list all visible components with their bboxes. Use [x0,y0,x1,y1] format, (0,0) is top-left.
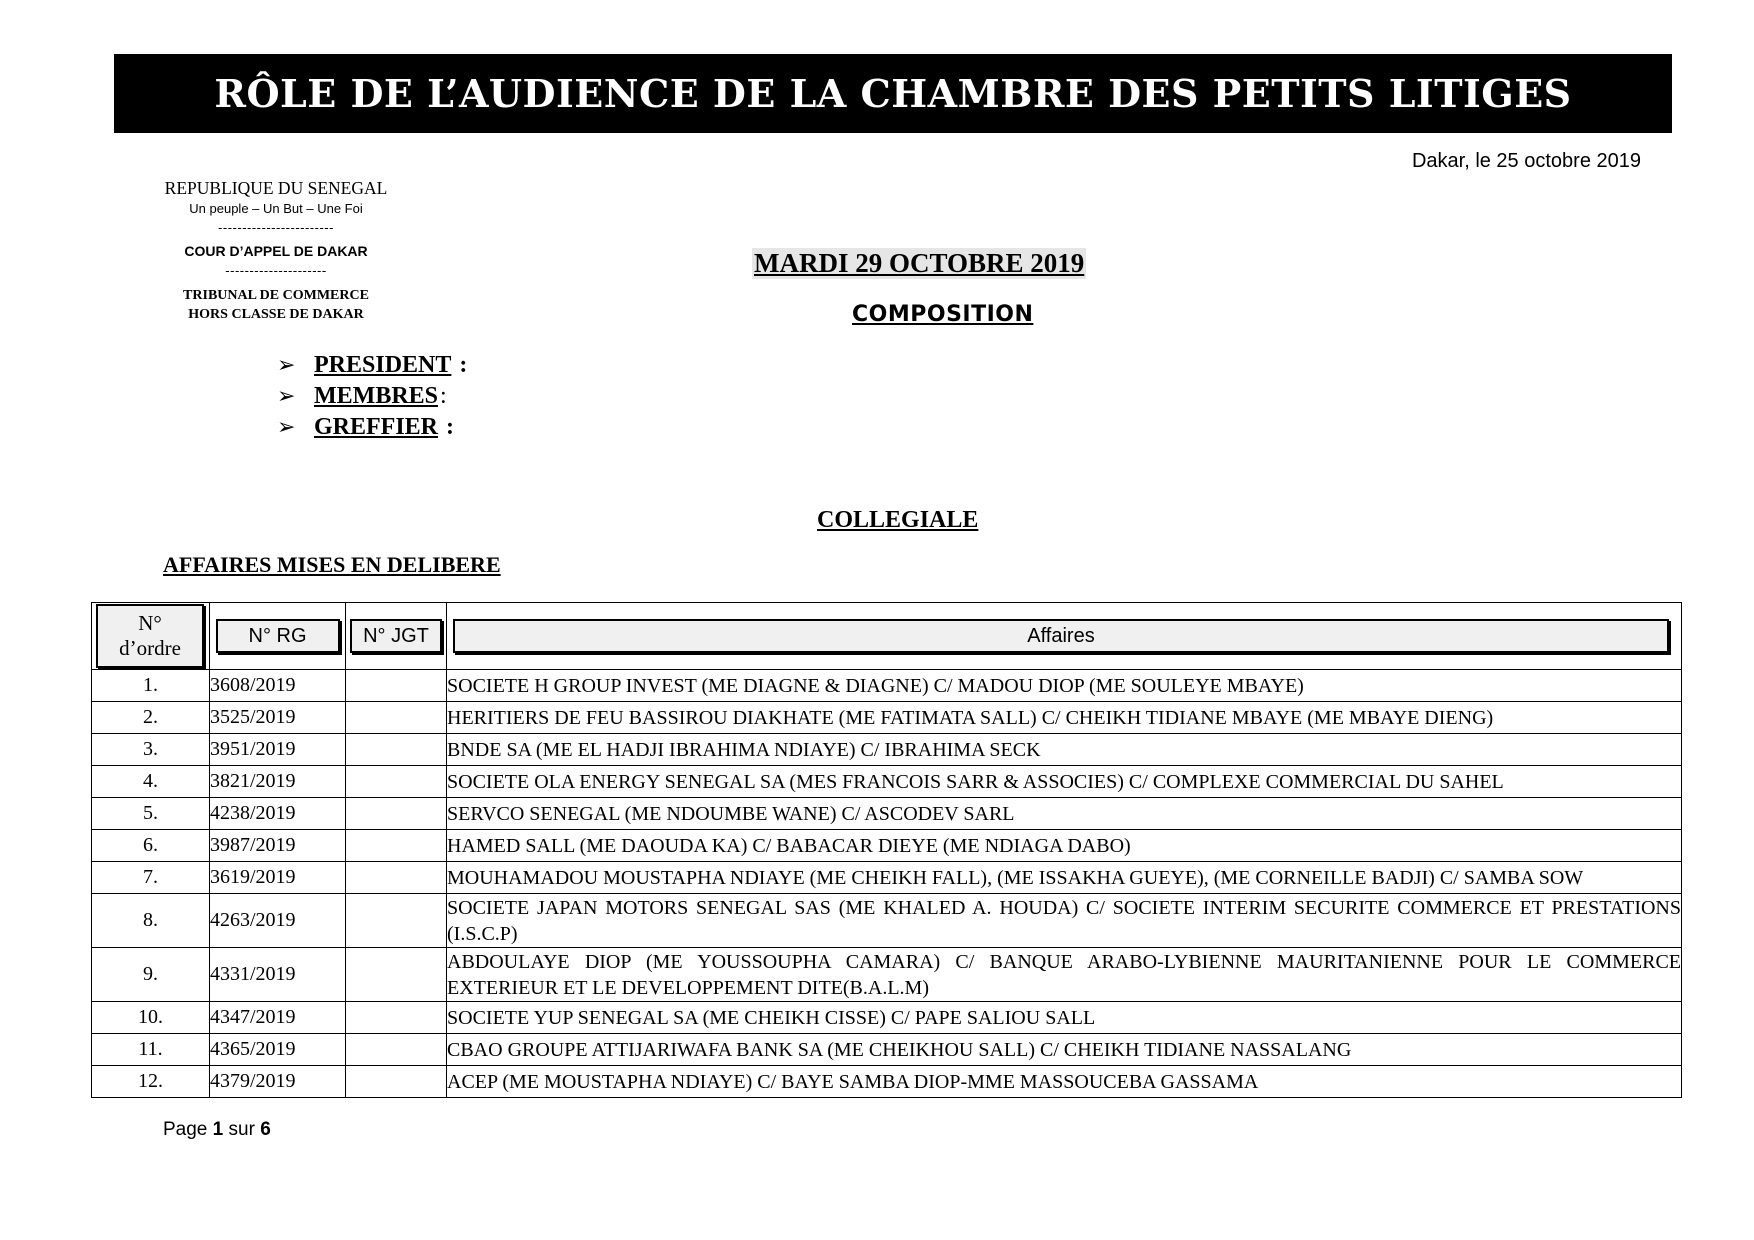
role-label: GREFFIER [314,414,439,440]
cell-jgt [346,734,447,766]
header-ordre-line2: d’ordre [119,636,181,660]
table-row [92,798,1682,830]
tribunal-line: HORS CLASSE DE DAKAR [188,307,364,322]
table-row [92,670,1682,702]
cell-rg: 4347/2019 [210,1002,346,1034]
arrow-bullet-icon: ➢ [277,384,296,409]
page-middle: sur [223,1119,261,1140]
subsection-heading: AFFAIRES MISES EN DELIBERE [163,552,501,577]
cell-jgt [346,948,447,1002]
role-greffier [277,414,467,445]
cell-num: 10. [92,1002,210,1034]
table-row [92,948,1682,1002]
header-jgt: N° JGT [346,603,447,670]
separator-line: ------------------------ [218,220,334,235]
cell-num: 8. [92,894,210,948]
table-row [92,1002,1682,1034]
cell-jgt [346,830,447,862]
role-president [277,352,467,383]
cell-rg: 3821/2019 [210,766,346,798]
republic-name: REPUBLIQUE DU SENEGAL [164,178,388,198]
national-motto: Un peuple – Un But – Une Foi [189,201,363,216]
tribunal-name [146,286,406,324]
cell-rg: 3525/2019 [210,702,346,734]
cell-jgt [346,1002,447,1034]
cell-num: 4. [92,766,210,798]
role-colon: : [459,352,468,378]
table-row [92,1034,1682,1066]
header-ordre [92,603,210,670]
cell-num: 3. [92,734,210,766]
institution-header [146,178,406,324]
hearing-date: MARDI 29 OCTOBRE 2019 [754,248,1085,278]
cell-rg: 4238/2019 [210,798,346,830]
cell-jgt [346,1034,447,1066]
place-date: Dakar, le 25 octobre 2019 [1411,150,1641,172]
cell-rg: 3951/2019 [210,734,346,766]
cell-rg: 4263/2019 [210,894,346,948]
page-prefix: Page [163,1119,213,1140]
cell-rg: 3608/2019 [210,670,346,702]
table-row [92,862,1682,894]
page-footer [163,1119,271,1141]
table-row [92,734,1682,766]
cell-jgt [346,702,447,734]
page-current: 1 [212,1119,224,1140]
role-colon: : [440,383,447,409]
cell-num: 12. [92,1066,210,1098]
cases-table [91,602,1682,1098]
cell-rg: 4365/2019 [210,1034,346,1066]
cell-jgt [346,798,447,830]
cell-num: 2. [92,702,210,734]
header-ordre-line1: N° [138,611,162,635]
table-row [92,894,1682,948]
cell-jgt [346,670,447,702]
header-rg: N° RG [210,603,346,670]
separator-line: --------------------- [225,263,327,278]
cell-jgt [346,766,447,798]
cell-num: 7. [92,862,210,894]
cell-affaire: ACEP (ME MOUSTAPHA NDIAYE) C/ BAYE SAMBA DIOP-MME MASSOUCEBA GASSAMA [447,1066,1682,1098]
cell-num: 5. [92,798,210,830]
cell-affaire: BNDE SA (ME EL HADJI IBRAHIMA NDIAYE) C/ IBRAHIMA SECK [447,734,1682,766]
table-row [92,766,1682,798]
cell-affaire: SOCIETE YUP SENEGAL SA (ME CHEIKH CISSE) C/ PAPE SALIOU SALL [447,1002,1682,1034]
title-banner [114,54,1672,133]
cell-affaire: CBAO GROUPE ATTIJARIWAFA BANK SA (ME CHEIKHOU SALL) C/ CHEIKH TIDIANE NASSALANG [447,1034,1682,1066]
tribunal-line: TRIBUNAL DE COMMERCE [183,288,369,303]
table-row [92,702,1682,734]
cell-affaire: SOCIETE H GROUP INVEST (ME DIAGNE & DIAGNE) C/ MADOU DIOP (ME SOULEYE MBAYE) [447,670,1682,702]
cell-rg: 4379/2019 [210,1066,346,1098]
table-row [92,1066,1682,1098]
role-label: PRESIDENT [314,352,452,378]
composition-roles [277,352,467,445]
document-title: RÔLE DE L’AUDIENCE DE LA CHAMBRE DES PETITS LITIGES [214,71,1572,116]
cell-jgt [346,862,447,894]
page-total: 6 [260,1119,271,1140]
cell-num: 9. [92,948,210,1002]
cell-jgt [346,894,447,948]
table-header-row [92,603,1682,670]
section-heading: COLLEGIALE [817,507,979,533]
cell-affaire: SERVCO SENEGAL (ME NDOUMBE WANE) C/ ASCODEV SARL [447,798,1682,830]
cell-jgt [346,1066,447,1098]
cell-num: 6. [92,830,210,862]
cell-num: 1. [92,670,210,702]
cell-affaire: HAMED SALL (ME DAOUDA KA) C/ BABACAR DIEYE (ME NDIAGA DABO) [447,830,1682,862]
cell-num: 11. [92,1034,210,1066]
role-colon: : [446,414,455,440]
header-affaires: Affaires [447,603,1682,670]
cell-affaire: HERITIERS DE FEU BASSIROU DIAKHATE (ME FATIMATA SALL) C/ CHEIKH TIDIANE MBAYE (ME MBAYE DIENG) [447,702,1682,734]
cell-affaire: MOUHAMADOU MOUSTAPHA NDIAYE (ME CHEIKH FALL), (ME ISSAKHA GUEYE), (ME CORNEILLE BADJI) C/ SAMBA SOW [447,862,1682,894]
role-label: MEMBRES [314,383,439,409]
cell-rg: 4331/2019 [210,948,346,1002]
role-membres [277,383,467,414]
court-name: COUR D’APPEL DE DAKAR [184,243,368,259]
cell-affaire: SOCIETE JAPAN MOTORS SENEGAL SAS (ME KHALED A. HOUDA) C/ SOCIETE INTERIM SECURITE COMMERCE ET PRESTATIONS (I.S.C.P) [447,894,1682,948]
arrow-bullet-icon: ➢ [277,353,296,378]
cell-affaire: SOCIETE OLA ENERGY SENEGAL SA (MES FRANCOIS SARR & ASSOCIES) C/ COMPLEXE COMMERCIAL DU SAHEL [447,766,1682,798]
composition-heading: COMPOSITION [852,302,1034,327]
arrow-bullet-icon: ➢ [277,415,296,440]
cell-rg: 3619/2019 [210,862,346,894]
cell-rg: 3987/2019 [210,830,346,862]
cell-affaire: ABDOULAYE DIOP (ME YOUSSOUPHA CAMARA) C/ BANQUE ARABO-LYBIENNE MAURITANIENNE POUR LE COMMERCE EXTERIEUR ET LE DEVELOPPEMENT DITE(B.A.L.M) [447,948,1682,1002]
table-row [92,830,1682,862]
